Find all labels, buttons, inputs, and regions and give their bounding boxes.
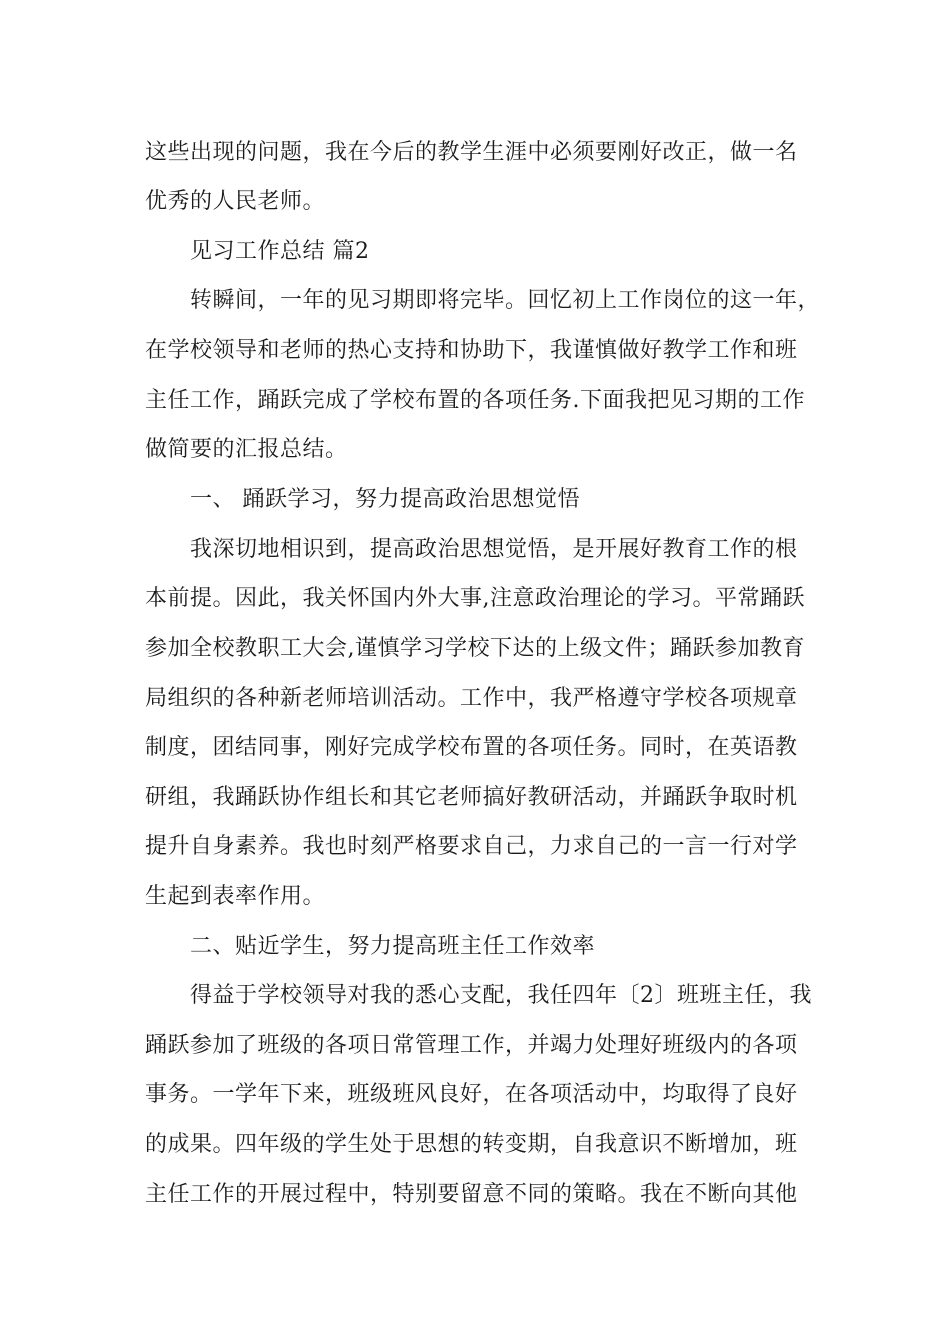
paragraph-line: 参加全校教职工大会,谨慎学习学校下达的上级文件；踊跃参加教育 bbox=[145, 636, 805, 661]
paragraph-line: 优秀的人民老师。 bbox=[145, 189, 326, 214]
paragraph-line: 得益于学校领导对我的悉心支配，我任四年〔2〕班班主任，我 bbox=[190, 983, 812, 1008]
subsection-heading: 一、 踊跃学习，努力提高政治思想觉悟 bbox=[190, 487, 580, 512]
paragraph-line: 制度，团结同事，刚好完成学校布置的各项任务。同时，在英语教 bbox=[145, 735, 798, 760]
paragraph-line: 在学校领导和老师的热心支持和协助下，我谨慎做好教学工作和班 bbox=[145, 338, 798, 363]
paragraph-line: 踊跃参加了班级的各项日常管理工作，并竭力处理好班级内的各项 bbox=[145, 1033, 798, 1058]
paragraph-line: 做简要的汇报总结。 bbox=[145, 437, 348, 462]
paragraph-line: 这些出现的问题，我在今后的教学生涯中必须要刚好改正，做一名 bbox=[145, 140, 798, 165]
paragraph-line: 局组织的各种新老师培训活动。工作中，我严格遵守学校各项规章 bbox=[145, 686, 798, 711]
subsection-heading: 二、贴近学生，努力提高班主任工作效率 bbox=[190, 934, 596, 959]
paragraph-line: 的成果。四年级的学生处于思想的转变期，自我意识不断增加，班 bbox=[145, 1132, 798, 1157]
paragraph-line: 研组，我踊跃协作组长和其它老师搞好教研活动，并踊跃争取时机 bbox=[145, 785, 798, 810]
paragraph-line: 生起到表率作用。 bbox=[145, 884, 326, 909]
paragraph-line: 本前提。因此，我关怀国内外大事,注意政治理论的学习。平常踊跃 bbox=[145, 586, 805, 611]
section-heading: 见习工作总结 篇2 bbox=[190, 239, 370, 264]
paragraph-line: 主任工作的开展过程中，特别要留意不同的策略。我在不断向其他 bbox=[145, 1182, 798, 1207]
paragraph-line: 主任工作，踊跃完成了学校布置的各项任务.下面我把见习期的工作 bbox=[145, 388, 805, 413]
paragraph-line: 我深切地相识到，提高政治思想觉悟，是开展好教育工作的根 bbox=[190, 537, 798, 562]
paragraph-line: 转瞬间，一年的见习期即将完毕。回忆初上工作岗位的这一年， bbox=[190, 288, 821, 313]
paragraph-line: 事务。一学年下来，班级班风良好，在各项活动中，均取得了良好 bbox=[145, 1082, 798, 1107]
paragraph-line: 提升自身素养。我也时刻严格要求自己，力求自己的一言一行对学 bbox=[145, 834, 798, 859]
